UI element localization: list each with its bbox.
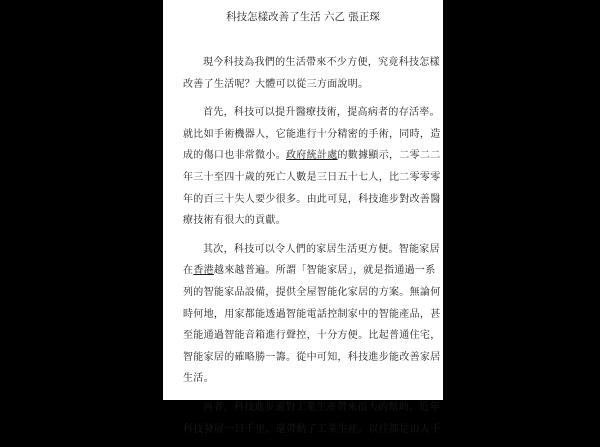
- text-line: 智能家居的確略勝一籌。從中可知，科技進步能改善家居: [183, 351, 441, 363]
- text-line: 年三十至四十歲的死亡人數是三日五十七人，比二零零零: [183, 171, 441, 183]
- text-line: 生活。: [183, 373, 214, 385]
- text-segment: 在: [183, 265, 194, 277]
- text-line: [183, 260, 436, 282]
- paragraph-industry: [183, 397, 441, 440]
- text-line: 現今科技為我們的生活帶來不少方便，究竟科技怎樣: [203, 57, 440, 68]
- paragraph-medical: [183, 102, 441, 232]
- text-segment: 成的傷口也非常微小。: [183, 150, 286, 162]
- link-statistics-department[interactable]: 政府統計處: [286, 150, 338, 162]
- text-line: 其次，科技可以令人們的家居生活更方便。智能家居: [203, 243, 440, 255]
- paragraph-smart-home: [183, 239, 441, 390]
- text-line: 年的百三十失人要少很多。由此可見，科技進步對改善醫: [183, 193, 441, 205]
- document-title: 科技怎樣改善了生活 六乙 張正琛: [226, 11, 380, 23]
- text-line: 列的智能家品設備，提供全屋智能化家居的方案。無論何: [183, 286, 441, 298]
- text-line: 時何地，用家都能透過智能電話控制家中的智能產品，甚: [183, 308, 441, 320]
- text-line: [183, 145, 441, 167]
- text-line: 首先，科技可以提升醫療技術，提高病者的存活率。: [203, 107, 440, 119]
- text-line: 再者，科技進步還對工業生產帶來很大的幫助。近年: [203, 401, 440, 413]
- document-body: [183, 52, 441, 447]
- text-line: 就比如手術機器人，它能進行十分精密的手術，同時，造: [183, 128, 441, 140]
- document-page: [163, 0, 443, 435]
- text-line: 療技術有很大的貢獻。: [183, 215, 286, 227]
- paragraph-intro: [183, 52, 440, 95]
- text-line: 改善了生活呢？大體可以從三方面說明。: [183, 78, 369, 90]
- text-line: 科技發展一日千里，還帶動了工業生產。以往都是由人手: [183, 423, 441, 435]
- text-line: 至能通過智能音箱進行聲控，十分方便。比起普通住宅，: [183, 330, 441, 342]
- text-segment: 越來越普遍。所謂「智能家居」，就是指通過一系: [213, 265, 436, 277]
- text-segment: 的數據顯示，二零二二: [337, 150, 441, 162]
- link-hong-kong[interactable]: 香港: [193, 265, 214, 277]
